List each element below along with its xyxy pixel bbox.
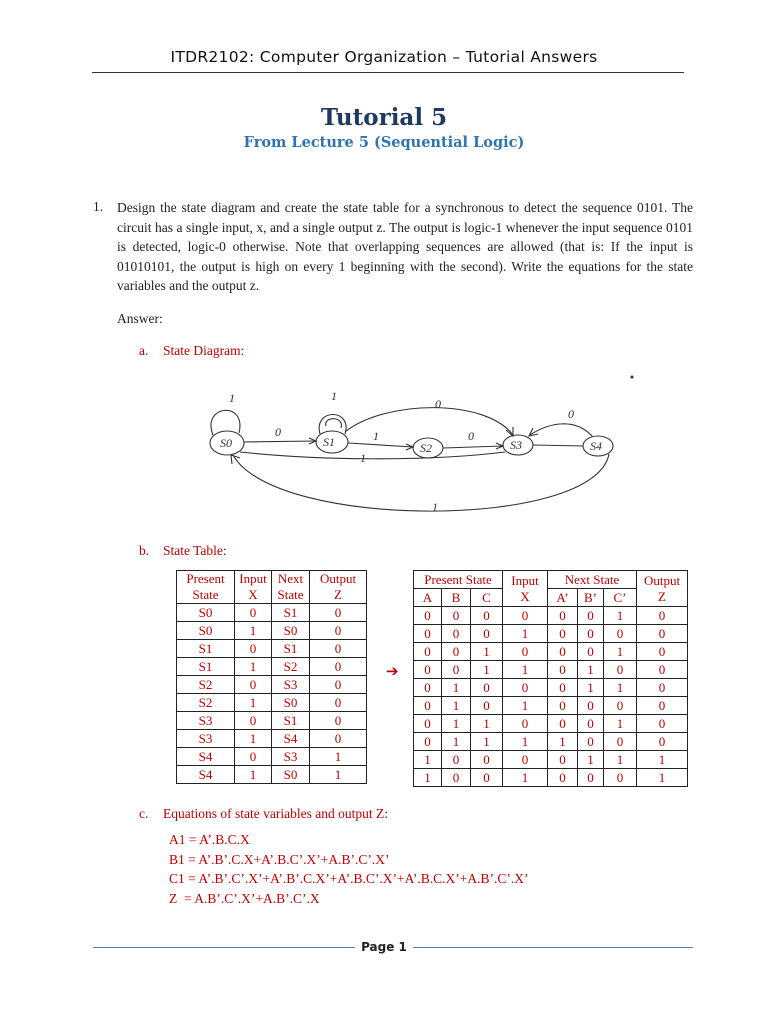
table-cell: 0 xyxy=(414,697,442,715)
equations-block xyxy=(169,830,528,908)
header-divider xyxy=(92,72,684,73)
table-cell: 0 xyxy=(604,769,637,787)
table-cell: 1 xyxy=(503,769,548,787)
table-cell: 0 xyxy=(471,697,503,715)
table-cell: 0 xyxy=(442,625,471,643)
state-table-symbolic xyxy=(176,570,367,784)
table-cell: 0 xyxy=(637,679,688,697)
table-row xyxy=(177,604,367,622)
table-cell: 1 xyxy=(503,661,548,679)
table-cell: S0 xyxy=(272,694,310,712)
state-s0-label: S0 xyxy=(220,436,232,450)
table-cell: 1 xyxy=(442,733,471,751)
table-cell: 0 xyxy=(471,625,503,643)
edge-s0-s1 xyxy=(244,441,316,442)
table-cell: S3 xyxy=(177,712,235,730)
table-cell: S4 xyxy=(177,748,235,766)
table-cell: 0 xyxy=(548,679,578,697)
edge-s3-s0 xyxy=(240,452,505,459)
table-cell: 0 xyxy=(414,607,442,625)
table2-header-input: Input X xyxy=(503,571,548,607)
table1-header-input: Input X xyxy=(235,571,272,604)
table-cell: S0 xyxy=(177,622,235,640)
table-cell: 0 xyxy=(604,625,637,643)
table-cell: 0 xyxy=(548,625,578,643)
table-cell: S3 xyxy=(272,676,310,694)
table-cell: 1 xyxy=(604,751,637,769)
edge-label: 0 xyxy=(275,425,281,439)
table-cell: 0 xyxy=(548,661,578,679)
table-cell: 0 xyxy=(548,715,578,733)
equation-c1: C1 = A’.B’.C’.X’+A’.B’.C.X’+A’.B.C’.X’+A’.B.C.X’+A.B’.C’.X’ xyxy=(169,871,529,886)
table-cell: 0 xyxy=(442,751,471,769)
part-a-letter: a. xyxy=(139,343,149,358)
table-cell: 1 xyxy=(471,661,503,679)
answer-label: Answer: xyxy=(117,311,163,326)
edge-s4-s0 xyxy=(233,454,609,511)
table-cell: 0 xyxy=(471,751,503,769)
table-cell: 0 xyxy=(442,769,471,787)
table-cell: 0 xyxy=(548,697,578,715)
table-cell: 0 xyxy=(235,640,272,658)
table-cell: 1 xyxy=(503,733,548,751)
table2-subheader: A’ xyxy=(548,589,578,607)
table-cell: 1 xyxy=(503,697,548,715)
table-cell: 0 xyxy=(414,625,442,643)
table-cell: 0 xyxy=(637,625,688,643)
table-cell: 1 xyxy=(503,625,548,643)
page-title: Tutorial 5 xyxy=(320,104,448,131)
table-cell: 0 xyxy=(503,679,548,697)
table-cell: S2 xyxy=(177,676,235,694)
table-cell: 0 xyxy=(442,607,471,625)
table-cell: 0 xyxy=(310,658,367,676)
state-s3-label: S3 xyxy=(510,438,522,452)
table-cell: 1 xyxy=(235,730,272,748)
table-cell: 1 xyxy=(442,697,471,715)
edge-label: 0 xyxy=(468,429,474,443)
table-cell: S2 xyxy=(272,658,310,676)
table-cell: 0 xyxy=(471,607,503,625)
table-row xyxy=(177,640,367,658)
table-row xyxy=(414,733,688,751)
table-cell: 1 xyxy=(414,769,442,787)
table-row xyxy=(414,697,688,715)
table-cell: S3 xyxy=(177,730,235,748)
table-cell: 1 xyxy=(442,715,471,733)
table-cell: S1 xyxy=(272,604,310,622)
edge-label: 1 xyxy=(229,391,235,405)
table-cell: 1 xyxy=(235,622,272,640)
table2-header-next: Next State xyxy=(548,571,637,589)
table-cell: 0 xyxy=(414,733,442,751)
table-row xyxy=(177,622,367,640)
table-cell: 0 xyxy=(310,712,367,730)
table-row xyxy=(414,607,688,625)
table-cell: 0 xyxy=(442,661,471,679)
part-c-letter: c. xyxy=(139,806,149,821)
table-cell: S0 xyxy=(177,604,235,622)
table-cell: S1 xyxy=(272,712,310,730)
edge-s1-s2 xyxy=(348,443,413,447)
table2-subheader: A xyxy=(414,589,442,607)
part-c-label: Equations of state variables and output Z: xyxy=(163,806,388,821)
table-row xyxy=(177,676,367,694)
table-cell: S1 xyxy=(272,640,310,658)
table-cell: 1 xyxy=(637,769,688,787)
table-row xyxy=(177,658,367,676)
table-cell: 0 xyxy=(310,730,367,748)
table-cell: 0 xyxy=(235,748,272,766)
table2-subheader: C’ xyxy=(604,589,637,607)
table-cell: 1 xyxy=(604,715,637,733)
table-cell: 1 xyxy=(310,766,367,784)
table-cell: 0 xyxy=(471,769,503,787)
table-cell: 0 xyxy=(471,679,503,697)
question-text: Design the state diagram and create the state table for a synchronous to detect the sequence 0101. The circuit has a single input, x, and a single output z. The output is logic-1 whenever the input sequence 0101 is detected, logic-0 otherwise. Note that overlapping sequences are allowed (that is: If the input is 01010101, the output is high on every 1 beginning with the second). Write the equations for the state variables and the output z. xyxy=(117,200,693,294)
question-number: 1. xyxy=(93,199,104,214)
table-row xyxy=(177,730,367,748)
table-row xyxy=(414,751,688,769)
table-cell: 0 xyxy=(442,643,471,661)
table-cell: 1 xyxy=(471,643,503,661)
table-row xyxy=(414,643,688,661)
table-cell: 1 xyxy=(471,733,503,751)
table-cell: 1 xyxy=(442,679,471,697)
edge-label: 0 xyxy=(568,407,574,421)
part-b-label: State Table: xyxy=(163,543,227,558)
table-cell: 1 xyxy=(310,748,367,766)
table-cell: 1 xyxy=(578,751,604,769)
table2-subheader: B xyxy=(442,589,471,607)
table-cell: 0 xyxy=(578,697,604,715)
table-cell: 1 xyxy=(235,694,272,712)
edge-label: 1 xyxy=(432,500,438,514)
table1-header-output: Output Z xyxy=(310,571,367,604)
table-cell: 0 xyxy=(503,643,548,661)
table-cell: 0 xyxy=(604,661,637,679)
table-cell: 1 xyxy=(235,658,272,676)
table-cell: 1 xyxy=(604,643,637,661)
part-b-letter: b. xyxy=(139,543,150,558)
table2-subheader: C xyxy=(471,589,503,607)
state-s4-label: S4 xyxy=(590,439,602,453)
equation-b1: B1 = A’.B’.C.X+A’.B.C’.X’+A.B’.C’.X’ xyxy=(169,851,390,867)
edge-s1-s3 xyxy=(345,408,513,435)
table-cell: 0 xyxy=(578,733,604,751)
table-cell: S1 xyxy=(177,658,235,676)
state-table-binary xyxy=(413,570,688,787)
table-cell: 0 xyxy=(548,643,578,661)
table-row xyxy=(414,661,688,679)
edge-s4-s3 xyxy=(530,424,592,436)
table-cell: 0 xyxy=(503,607,548,625)
table-row xyxy=(177,712,367,730)
edge-label: 1 xyxy=(331,389,337,403)
equation-z: Z = A.B’.C’.X’+A.B’.C’.X xyxy=(169,890,320,906)
table-cell: 0 xyxy=(310,676,367,694)
table-cell: 0 xyxy=(414,643,442,661)
table-cell: 0 xyxy=(604,733,637,751)
table-cell: 1 xyxy=(578,679,604,697)
table-cell: 0 xyxy=(414,661,442,679)
table-cell: S4 xyxy=(177,766,235,784)
table-cell: 1 xyxy=(637,751,688,769)
table-cell: 0 xyxy=(578,769,604,787)
table-cell: 0 xyxy=(503,715,548,733)
table-cell: S1 xyxy=(177,640,235,658)
table-row xyxy=(177,748,367,766)
part-a-heading xyxy=(139,343,244,359)
table-cell: 0 xyxy=(637,661,688,679)
document-header: ITDR2102: Computer Organization – Tutorial Answers xyxy=(170,48,598,66)
table-cell: 0 xyxy=(548,769,578,787)
table-cell: 0 xyxy=(414,715,442,733)
table-cell: 1 xyxy=(578,661,604,679)
table-cell: 0 xyxy=(310,694,367,712)
table2-subheader: B’ xyxy=(578,589,604,607)
table-cell: 1 xyxy=(471,715,503,733)
table-cell: 1 xyxy=(235,766,272,784)
table-cell: 0 xyxy=(578,643,604,661)
table-cell: S3 xyxy=(272,748,310,766)
table-cell: 1 xyxy=(604,679,637,697)
table-cell: S0 xyxy=(272,622,310,640)
table-cell: 0 xyxy=(235,712,272,730)
table-cell: 0 xyxy=(637,607,688,625)
edge-label: 1 xyxy=(373,429,379,443)
table1-header-present: Present State xyxy=(177,571,235,604)
equation-a1: A1 = A’.B.C.X xyxy=(169,832,250,847)
table-cell: 1 xyxy=(604,607,637,625)
part-a-label: State Diagram: xyxy=(163,343,245,358)
table-row xyxy=(414,679,688,697)
table-cell: 0 xyxy=(637,715,688,733)
edge-label: 1 xyxy=(360,451,366,465)
right-arrow-icon: ➔ xyxy=(386,662,399,680)
part-b-heading xyxy=(139,543,227,559)
state-s2-label: S2 xyxy=(420,441,432,455)
table-row xyxy=(414,715,688,733)
table-cell: 0 xyxy=(503,751,548,769)
state-diagram xyxy=(195,370,635,530)
table2-header-present: Present State xyxy=(414,571,503,589)
table-cell: 0 xyxy=(548,607,578,625)
table-cell: 1 xyxy=(414,751,442,769)
page-number: Page 1 xyxy=(361,940,407,954)
table-row xyxy=(177,766,367,784)
table-cell: 0 xyxy=(578,715,604,733)
table1-header-next: Next State xyxy=(272,571,310,604)
table-cell: 0 xyxy=(414,679,442,697)
table-cell: 0 xyxy=(310,640,367,658)
part-c-heading xyxy=(139,806,388,822)
table-cell: 0 xyxy=(578,607,604,625)
table-row xyxy=(177,694,367,712)
table2-header-output: Output Z xyxy=(637,571,688,607)
table-cell: 0 xyxy=(235,676,272,694)
table-row xyxy=(414,625,688,643)
edge-s3-s4 xyxy=(533,445,583,446)
edge-s2-s3 xyxy=(443,446,503,448)
table-cell: 0 xyxy=(235,604,272,622)
table-cell: 0 xyxy=(548,751,578,769)
table-cell: 0 xyxy=(637,733,688,751)
table-cell: 0 xyxy=(637,643,688,661)
edge-label: 0 xyxy=(435,397,441,411)
table-cell: 0 xyxy=(310,604,367,622)
table-cell: S0 xyxy=(272,766,310,784)
table-cell: S2 xyxy=(177,694,235,712)
table-cell: 0 xyxy=(310,622,367,640)
page-subtitle: From Lecture 5 (Sequential Logic) xyxy=(243,134,525,151)
table-cell: 0 xyxy=(604,697,637,715)
table-cell: 0 xyxy=(578,625,604,643)
table-row xyxy=(414,769,688,787)
table-cell: 1 xyxy=(548,733,578,751)
table-cell: 0 xyxy=(637,697,688,715)
state-s1-label: S1 xyxy=(323,435,335,449)
table-cell: S4 xyxy=(272,730,310,748)
